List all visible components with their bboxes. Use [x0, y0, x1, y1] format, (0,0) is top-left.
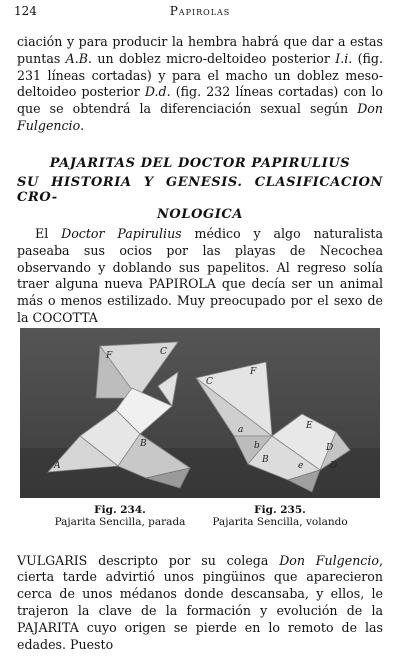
- heading-line-2: SU HISTORIA Y GENESIS. CLASIFICACION CRO-: [17, 175, 383, 205]
- figure-captions: [40, 504, 360, 532]
- figure-letter: A: [54, 461, 61, 471]
- abbr-ii: I.i.: [335, 50, 353, 66]
- name-don-fulgencio: Don Fulgencio: [279, 552, 379, 568]
- text-span: .: [80, 117, 85, 133]
- text-span: (fig. 232 líneas cortadas) con lo que se obtendrá la diferenciación sexual según: [17, 84, 383, 117]
- fig-235-caption: Pajarita Sencilla, volando: [212, 516, 348, 528]
- origami-photo: [20, 328, 380, 498]
- figure-letter: C: [206, 377, 213, 387]
- abbr-dd: D.d.: [144, 84, 171, 100]
- fig-234-label: Fig. 234.: [94, 504, 146, 516]
- figure-letter: F: [250, 367, 257, 377]
- name-doctor-papirulius: Doctor Papirulius: [61, 226, 182, 241]
- fig-234-caption: Pajarita Sencilla, parada: [54, 516, 186, 528]
- text-span: , cierta tarde advirtió unos pingüinos que aparecieron cerca de unos médanos donde descansaba, y ellos, le trajeron la clave de la formación y evolución de la PAJARITA cuyo origen se pierde en lo remoto de las edades. Puesto: [17, 552, 383, 652]
- figure-letter: E: [306, 421, 313, 431]
- abbr-ab: A.B.: [65, 50, 93, 66]
- caption-fig-234: [40, 504, 200, 528]
- figure-letter: b: [254, 441, 260, 451]
- running-head: [14, 4, 386, 20]
- text-span: El: [35, 226, 62, 241]
- name-don-fulgencio: Don Fulgencio: [17, 101, 383, 133]
- paragraph-bottom: [17, 540, 383, 666]
- figure-letter: e: [298, 461, 304, 471]
- figure-letter: D: [330, 461, 338, 471]
- figure-letter: a: [238, 425, 244, 435]
- text-span: ciación y para producir la hembra habrá que dar a estas puntas: [17, 34, 383, 66]
- heading-line-3: NOLOGICA: [156, 207, 244, 222]
- page-number: 124: [14, 4, 37, 18]
- heading-line-1: PAJARITAS DEL DOCTOR PAPIRULIUS: [49, 156, 351, 171]
- figure-letter: D: [326, 443, 334, 453]
- figure-letter: C: [160, 347, 167, 357]
- caption-fig-235: [200, 504, 360, 528]
- figure-letter: B: [140, 439, 147, 449]
- figure-letter: B: [262, 455, 269, 465]
- section-heading: [17, 156, 383, 222]
- header-title: Papirolas: [169, 4, 231, 18]
- text-span: médico y algo naturalista paseaba sus ocios por las playas de Necochea observando y doblando sus papelitos. Al regreso solía traer alguna nueva PAPIROLA que decía ser un animal más o menos estilizado. Muy preocupado por el sexo de la COCOTTA: [17, 226, 383, 325]
- paragraph-2: [17, 226, 383, 327]
- paragraph-top: [17, 34, 383, 135]
- text-span: VULGARIS descripto por su colega: [17, 552, 280, 568]
- text-span: un doblez micro-deltoideo posterior: [92, 50, 336, 66]
- figure-letter: F: [106, 351, 113, 361]
- text-span: (fig. 231 líneas cortadas) y para el macho un doblez meso-deltoideo posterior: [17, 50, 383, 100]
- fig-235-label: Fig. 235.: [254, 504, 306, 516]
- origami-birds-image: [20, 328, 380, 498]
